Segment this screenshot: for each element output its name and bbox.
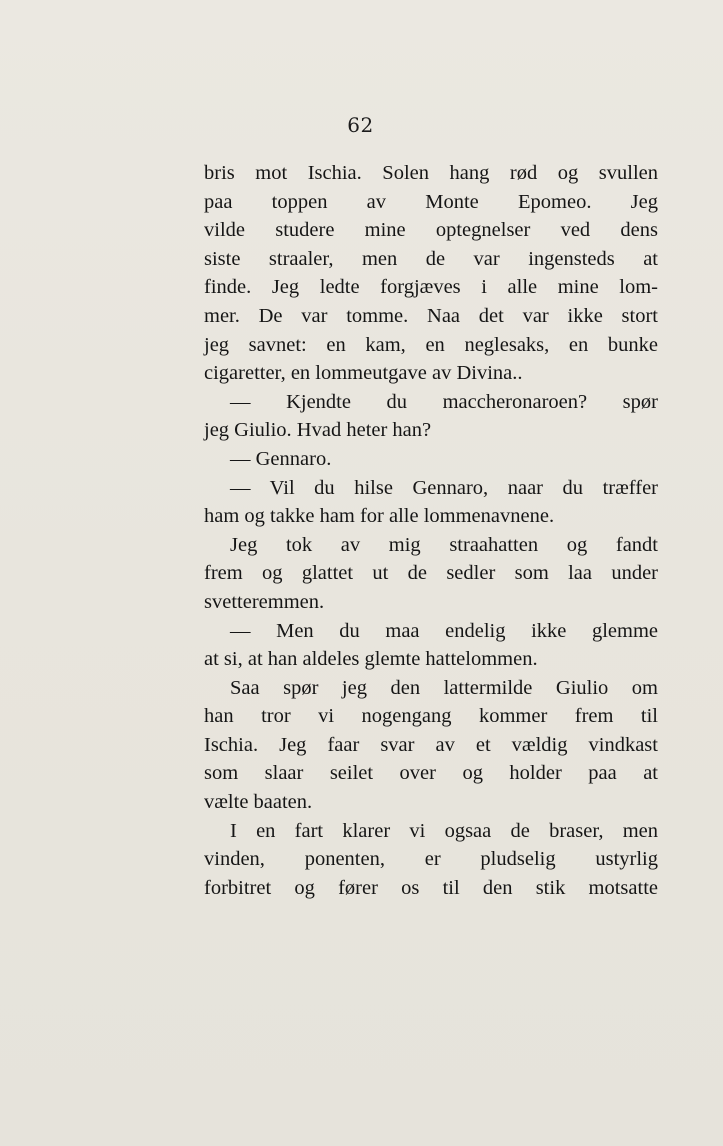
body-text <box>204 159 658 902</box>
text-line: bris mot Ischia. Solen hang rød og svullen <box>204 162 658 184</box>
page-number: 62 <box>347 113 374 137</box>
text-line: I en fart klarer vi ogsaa de braser, men <box>230 819 658 842</box>
text-line: — Vil du hilse Gennaro, naar du træffer <box>230 476 658 499</box>
text-line: frem og glattet ut de sedler som laa under <box>204 562 658 585</box>
text-line: paa toppen av Monte Epomeo. Jeg <box>204 190 658 213</box>
text-line: mer. De var tomme. Naa det var ikke stort <box>204 304 658 327</box>
text-line: jeg savnet: en kam, en neglesaks, en bunke <box>204 333 658 356</box>
text-line: jeg Giulio. Hvad heter han? <box>204 419 432 442</box>
text-line: — Kjendte du maccheronaroen? spør <box>230 390 658 413</box>
text-line: som slaar seilet over og holder paa at <box>204 762 658 785</box>
text-line: ham og takke ham for alle lommenavnene. <box>204 505 555 528</box>
text-line: siste straaler, men de var ingensteds at <box>204 247 658 270</box>
text-line: vælte baaten. <box>204 791 313 814</box>
text-line: — Men du maa endelig ikke glemme <box>230 619 658 642</box>
text-line: finde. Jeg ledte forgjæves i alle mine lom- <box>204 276 658 299</box>
text-line: Jeg tok av mig straahatten og fandt <box>230 533 658 556</box>
text-line: at si, at han aldeles glemte hattelommen. <box>204 648 538 671</box>
text-line: vinden, ponenten, er pludselig ustyrlig <box>204 848 658 871</box>
text-line: — Gennaro. <box>230 447 332 470</box>
text-line: cigaretter, en lommeutgave av Divina.. <box>204 362 523 385</box>
text-line: forbitret og fører os til den stik motsatte <box>204 876 658 899</box>
text-line: svetteremmen. <box>204 590 325 613</box>
text-line: Saa spør jeg den lattermilde Giulio om <box>230 676 658 699</box>
text-line: han tror vi nogengang kommer frem til <box>204 705 658 728</box>
text-line: Ischia. Jeg faar svar av et vældig vindkast <box>204 733 658 756</box>
text-line: vilde studere mine optegnelser ved dens <box>204 219 658 242</box>
